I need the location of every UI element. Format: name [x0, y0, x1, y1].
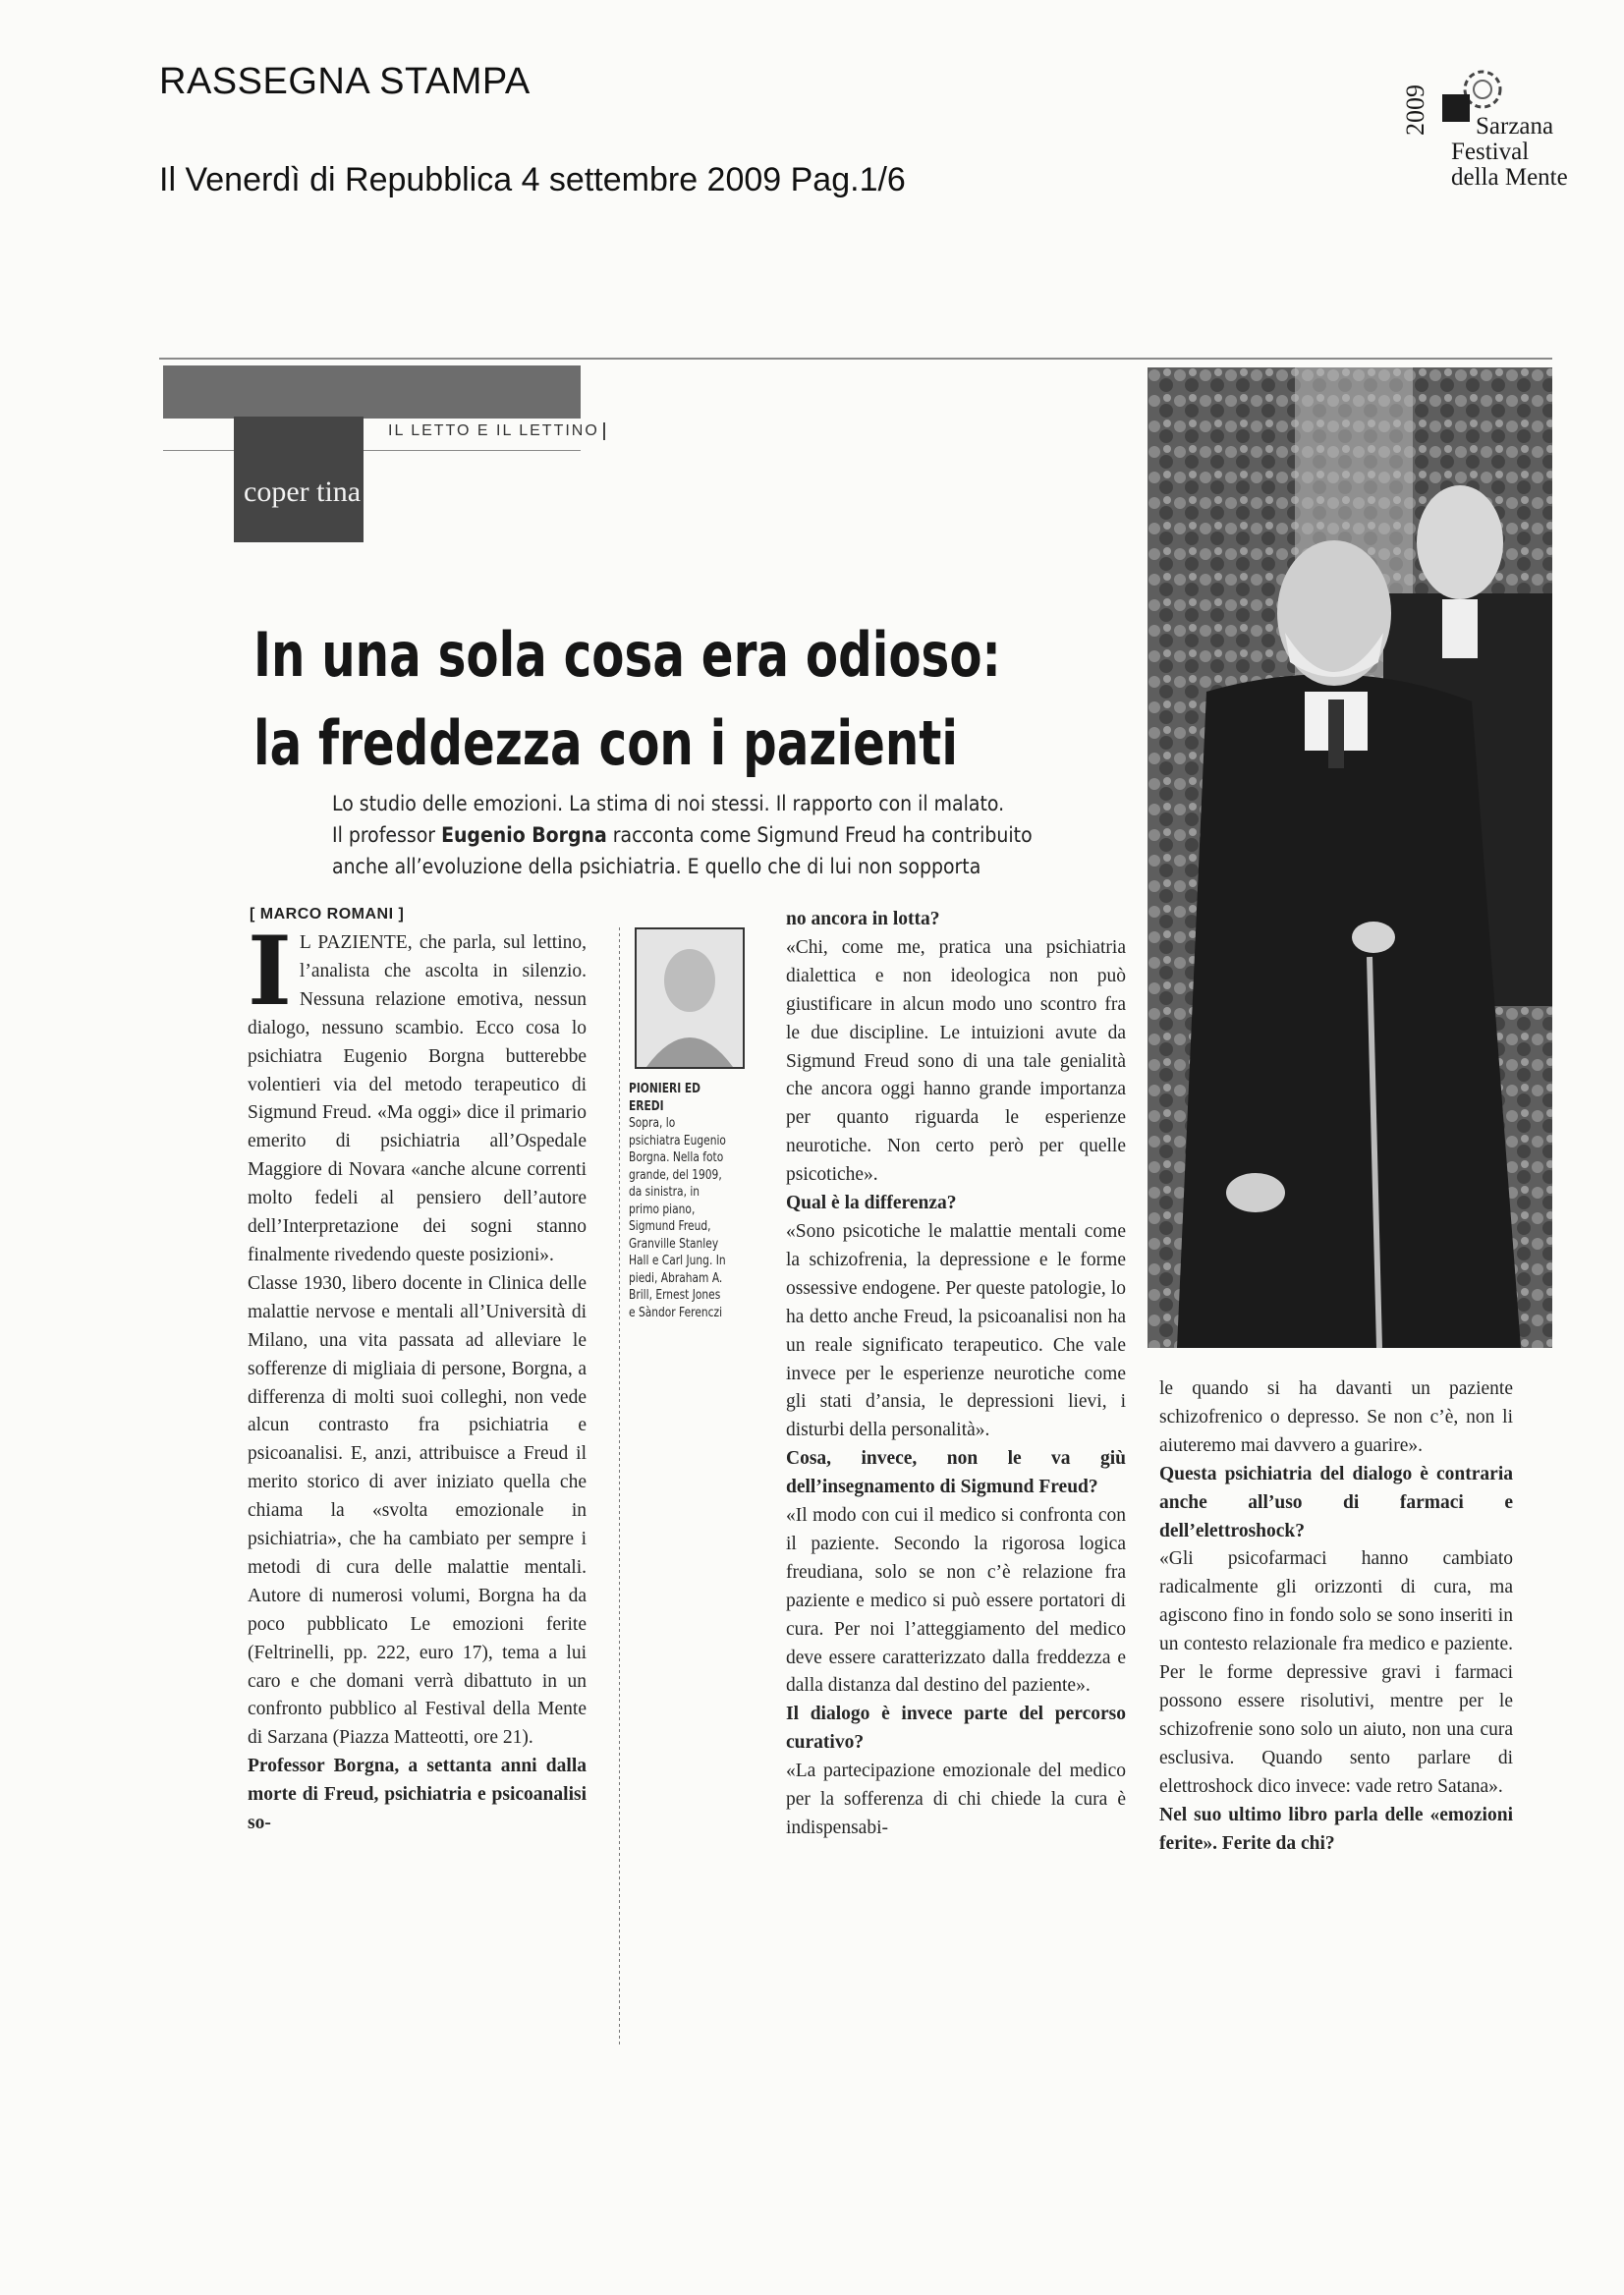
question-6: Nel suo ultimo libro parla delle «emozioni ferite». Ferite da chi? [1159, 1804, 1513, 1854]
answer-2: «Sono psicotiche le malattie mentali come la schizofrenia, la depressione e le forme ossessive endogene. Per queste patologie, lo ha detto anche Freud, la psicoanalisi non ha un reale significato terapeutico. Che vale invece per le esperienze neurotiche come gli stati d’ansia, le depressioni lievi, i disturbi della personalità». [786, 1220, 1126, 1441]
section-band [163, 365, 581, 419]
logo-festival: Festival [1451, 139, 1530, 165]
headline-line-2: la freddezza con i pazienti [253, 707, 959, 779]
section-kicker: IL LETTO E IL LETTINO [388, 422, 605, 440]
article-headline [253, 611, 1001, 788]
paragraph-intro: L PAZIENTE, che parla, sul lettino, l’analista che ascolta in silenzio. Nessuna relazione emotiva, nessun dialogo, nessuno scambio. Ecco cosa lo psichiatra Eugenio Borgna butterebbe volentieri via del metodo terapeutico di Sigmund Freud. «Ma oggi» dice il primario emerito di psichiatria all’Ospedale Maggiore di Novara «anche alcune correnti molto fedeli al pensiero dell’autore dell’Interpretazione dei sogni stanno finalmente rivedendo queste posizioni». [248, 932, 587, 1265]
page-top-rule [159, 358, 1552, 360]
portrait-photo [635, 927, 745, 1069]
subhead-line-2-end: racconta come Sigmund Freud ha contribuito [606, 823, 1033, 847]
question-3: Cosa, invece, non le va giù dell’insegnamento di Sigmund Freud? [786, 1448, 1126, 1498]
photo-caption [629, 1081, 730, 1321]
answer-4-end: le quando si ha davanti un paziente schizofrenico o depresso. Se non c’è, non li aiuteremo mai davvero a guarire». [1159, 1378, 1513, 1456]
subhead-line-2-start: Il professor [332, 823, 442, 847]
caption-title: PIONIERI ED EREDI [629, 1082, 701, 1114]
subhead-line-3: anche all’evoluzione della psichiatria. E quello che di lui non sopporta [332, 855, 981, 878]
question-1: Professor Borgna, a settanta anni dalla morte di Freud, psichiatria e psicoanalisi so- [248, 1756, 587, 1834]
article-column-3 [1159, 1375, 1513, 1858]
article-column-2 [786, 906, 1126, 1843]
headline-line-1: In una sola cosa era odioso: [253, 619, 1001, 691]
section-tag: coper tina [244, 476, 362, 508]
answer-1: «Chi, come me, pratica una psichiatria dialettica e non ideologica non può giustificare in alcun modo uno scontro fra le due discipline. Le intuizioni avute da Sigmund Freud sono di una tale genialità che ancora oggi hanno grande importanza per quanto riguarda le esperienze neurotiche. Non certo però per quelle psicotiche». [786, 936, 1126, 1186]
logo-year: 2009 [1401, 84, 1429, 136]
kicker-rule [163, 450, 581, 451]
article-column-1 [248, 916, 587, 1838]
festival-logo [1395, 59, 1601, 196]
question-1-end: no ancora in lotta? [786, 909, 940, 929]
question-4: Il dialogo è invece parte del percorso curativo? [786, 1704, 1126, 1754]
question-5: Questa psichiatria del dialogo è contraria anche all’uso di farmaci e dell’elettroshock? [1159, 1463, 1513, 1541]
press-review-title: RASSEGNA STAMPA [159, 61, 531, 102]
byline: [ MARCO ROMANI ] [250, 906, 405, 923]
article-subhead [332, 788, 1128, 882]
paragraph-biography: Classe 1930, libero docente in Clinica delle malattie nervose e mentali all’Università di Milano, una vita passata ad alleviare le sofferenze di migliaia di persone, Borgna, a differenza di molti suoi colleghi, non vede alcun contrasto fra psichiatria e psicoanalisi. E, anzi, attribuisce a Freud il merito storico di aver iniziato quella che chiama la «svolta emozionale in psichiatria», che ha cambiato per sempre i metodi di cura delle malattie mentali. Autore di numerosi volumi, Borgna ha da poco pubblicato Le emozioni ferite (Feltrinelli, pp. 222, euro 17), tema a lui caro e che domani verrà dibattuto in un confronto pubblico al Festival della Mente di Sarzana (Piazza Matteotti, ore 21). [248, 1272, 587, 1749]
logo-block-icon [1442, 94, 1470, 122]
subhead-line-2 [332, 819, 1128, 851]
column-divider [619, 927, 620, 2047]
question-2: Qual è la differenza? [786, 1193, 957, 1214]
answer-4: «La partecipazione emozionale del medico per la sofferenza di chi chiede la cura è indispensabi- [786, 1761, 1126, 1838]
subhead-name: Eugenio Borgna [441, 823, 607, 847]
answer-5: «Gli psicofarmaci hanno cambiato radicalmente gli orizzonti di cura, ma agiscono fino in fondo solo se sono inseriti in un contesto relazionale fra medico e paziente. Per le forme depressive gravi i farmaci possono essere risolutivi, mentre per le schizofrenie sono solo un aiuto, non una cura esclusiva. Quando sento parlare di elettroshock dico invece: vade retro Satana». [1159, 1548, 1513, 1797]
group-photo [1148, 367, 1552, 1348]
caption-text: Sopra, lo psichiatra Eugenio Borgna. Nella foto grande, del 1909, da sinistra, in primo piano, Sigmund Freud, Granville Stanley Hall e Carl Jung. In piedi, Abraham A. Brill, Ernest Jones e Sàndor Ferenczi [629, 1116, 726, 1320]
subhead-line-1: Lo studio delle emozioni. La stima di noi stessi. Il rapporto con il malato. [332, 792, 1005, 815]
drop-cap: I [248, 916, 292, 1027]
publication-source-line: Il Venerdì di Repubblica 4 settembre 2009 Pag.1/6 [159, 161, 906, 198]
answer-3: «Il modo con cui il medico si confronta con il paziente. Secondo la rigorosa logica freudiana, solo se non c’è relazione fra paziente e medico si può essere portatori di cura. Per noi l’atteggiamento del medico deve essere caratterizzato dalla freddezza e dalla distanza dal destino del paziente». [786, 1505, 1126, 1697]
logo-sarzana: Sarzana [1476, 113, 1554, 140]
logo-della-mente: della Mente [1451, 164, 1568, 191]
